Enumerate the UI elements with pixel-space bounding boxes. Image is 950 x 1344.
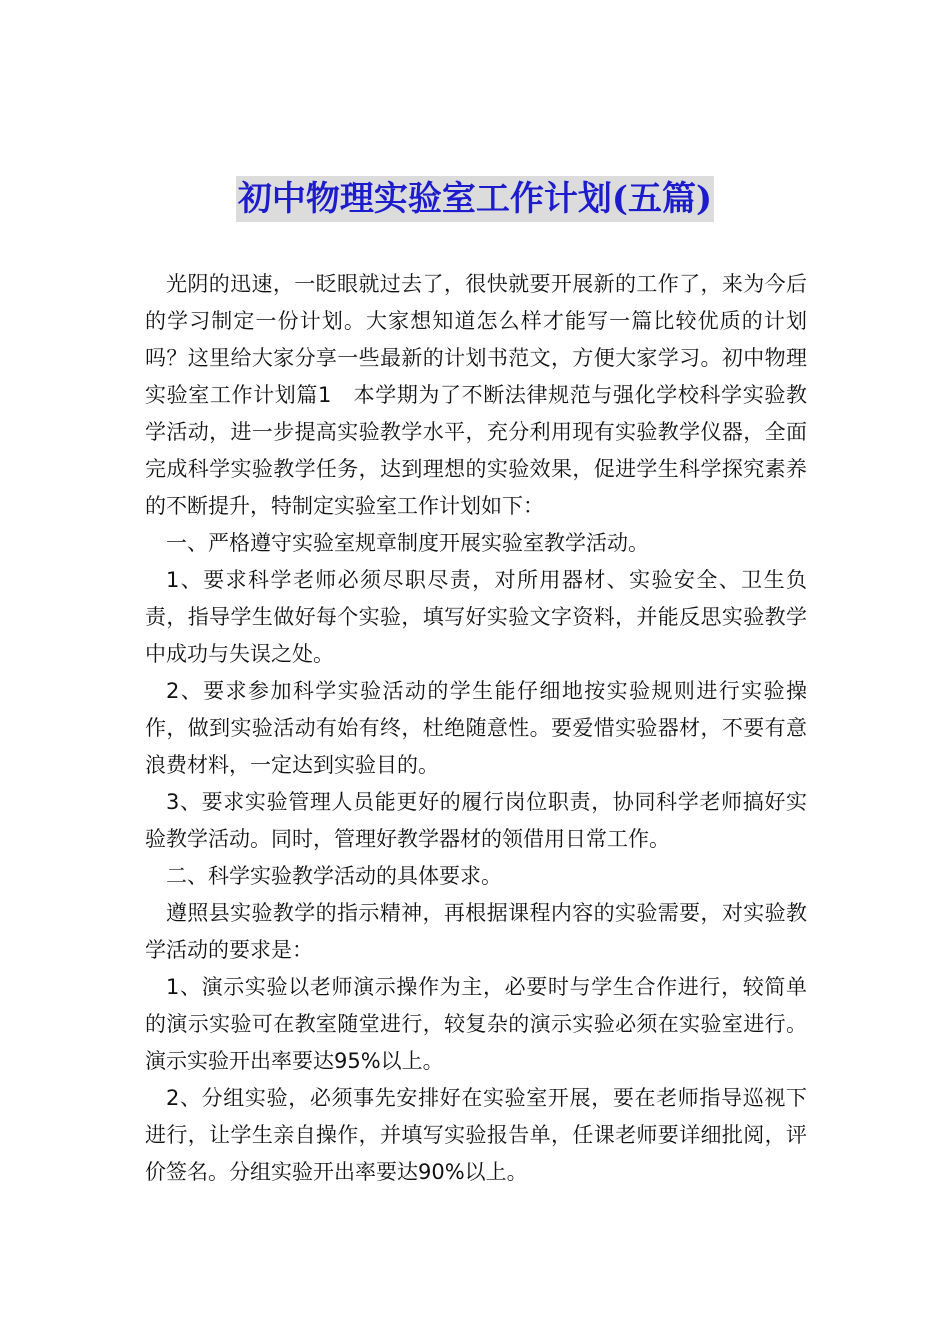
paragraph-item-3: 3、要求实验管理人员能更好的履行岗位职责，协同科学老师搞好实验教学活动。同时，管理好教学器材的领借用日常工作。: [145, 790, 807, 851]
paragraph-requirement-2: 2、分组实验，必须事先安排好在实验室开展，要在老师指导巡视下进行，让学生亲自操作，并填写实验报告单，任课老师要详细批阅，评价签名。分组实验开出率要达90%以上。: [145, 1086, 807, 1184]
paragraph-section-2-heading: 二、科学实验教学活动的具体要求。: [166, 864, 502, 888]
title-container: [0, 176, 950, 222]
paragraph-section-1-heading: 一、严格遵守实验室规章制度开展实验室教学活动。: [166, 531, 649, 555]
document-title: 初中物理实验室工作计划(五篇): [236, 176, 714, 222]
document-body: [145, 266, 807, 1191]
paragraph-requirement-1: 1、演示实验以老师演示操作为主，必要时与学生合作进行，较简单的演示实验可在教室随堂进行，较复杂的演示实验必须在实验室进行。演示实验开出率要达95%以上。: [145, 975, 807, 1073]
paragraph-item-1: 1、要求科学老师必须尽职尽责，对所用器材、实验安全、卫生负责，指导学生做好每个实验，填写好实验文字资料，并能反思实验教学中成功与失误之处。: [145, 568, 807, 666]
paragraph-requirements-intro: 遵照县实验教学的指示精神，再根据课程内容的实验需要，对实验教学活动的要求是：: [145, 901, 807, 962]
paragraph-intro: 光阴的迅速，一眨眼就过去了，很快就要开展新的工作了，来为今后的学习制定一份计划。大家想知道怎么样才能写一篇比较优质的计划吗？这里给大家分享一些最新的计划书范文，方便大家学习。初中物理实验室工作计划篇1 本学期为了不断法律规范与强化学校科学实验教学活动，进一步提高实验教学水平，充分利用现有实验教学仪器，全面完成科学实验教学任务，达到理想的实验效果，促进学生科学探究素养的不断提升，特制定实验室工作计划如下：: [145, 272, 807, 518]
paragraph-item-2: 2、要求参加科学实验活动的学生能仔细地按实验规则进行实验操作，做到实验活动有始有终，杜绝随意性。要爱惜实验器材，不要有意浪费材料，一定达到实验目的。: [145, 679, 807, 777]
